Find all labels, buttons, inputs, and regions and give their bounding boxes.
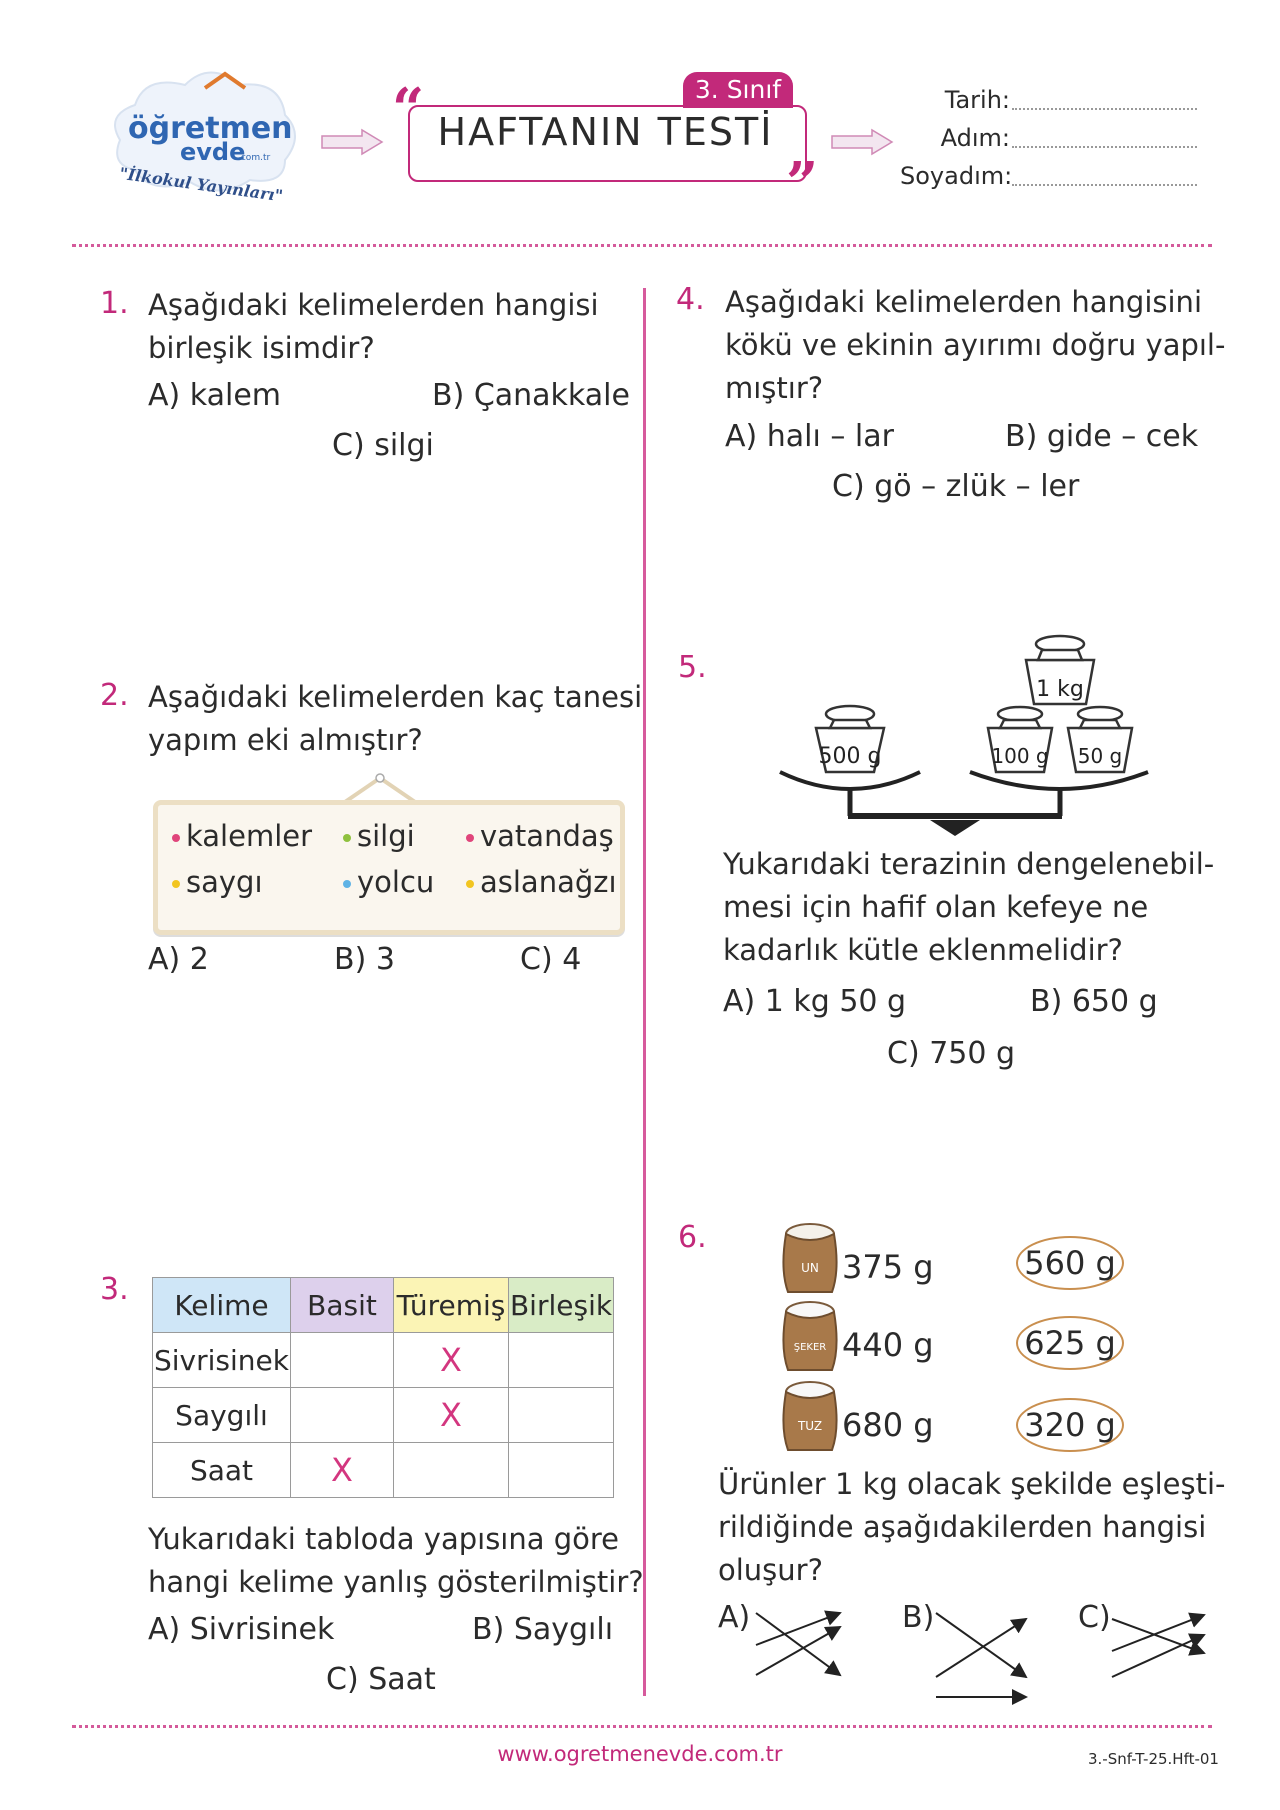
bullet-icon [172,880,180,888]
footer-divider [72,1725,1212,1728]
table-row [153,1388,614,1443]
svg-text:1 kg: 1 kg [1036,677,1084,702]
svg-text:50 g: 50 g [1077,744,1123,768]
surname-label: Soyadım: [900,162,1013,190]
q4-option-c[interactable]: C) gö – zlük – ler [832,469,1080,504]
table-row [153,1333,614,1388]
grade-tab: 3. Sınıf [683,72,793,108]
table-cell [508,1333,613,1388]
table-cell [393,1388,508,1443]
svg-text:100 g: 100 g [991,744,1049,768]
sack-weight: 375 g [842,1248,934,1286]
table-header: Türemiş [393,1278,508,1333]
table-cell [393,1333,508,1388]
q6-option-c-arrows-icon [1108,1605,1218,1685]
svg-text:500 g: 500 g [818,744,882,769]
q6-option-a[interactable]: A) [718,1600,751,1635]
q5-option-b[interactable]: B) 650 g [1030,984,1158,1019]
board-word: aslanağzı [466,865,617,899]
q6-option-a-arrows-icon [752,1605,852,1685]
match-oval: 625 g [1016,1316,1124,1370]
table-header: Kelime [153,1278,291,1333]
x-mark: X [440,1341,462,1379]
footer-url[interactable]: www.ogretmenevde.com.tr [497,1742,783,1766]
header-divider [72,244,1212,247]
q6-text-line2: rildiğinde aşağıdakilerden hangisi [718,1510,1207,1544]
board-word: kalemler [172,819,312,853]
q3-number: 3. [100,1272,129,1307]
arrow-right-icon [830,128,895,156]
page-title: HAFTANIN TESTİ [437,110,774,154]
match-oval: 320 g [1016,1398,1124,1452]
q6-text-line3: oluşur? [718,1553,823,1587]
q6-text-line1: Ürünler 1 kg olacak şekilde eşleşti- [718,1467,1226,1501]
svg-text:TUZ: TUZ [797,1419,823,1433]
q3-option-c[interactable]: C) Saat [326,1662,436,1697]
logo [100,60,305,210]
q5-text-line3: kadarlık kütle eklenmelidir? [723,933,1123,967]
q5-number: 5. [678,650,707,685]
q2-option-b[interactable]: B) 3 [334,942,395,977]
q5-option-a[interactable]: A) 1 kg 50 g [723,984,907,1019]
table-cell: Saygılı [153,1388,291,1443]
table-cell [508,1388,613,1443]
q1-number: 1. [100,286,129,321]
q2-text-line2: yapım eki almıştır? [148,723,423,757]
table-cell [290,1388,393,1443]
x-mark: X [440,1396,462,1434]
table-header: Basit [290,1278,393,1333]
q5-option-c[interactable]: C) 750 g [887,1036,1016,1071]
date-field[interactable] [1012,108,1197,110]
table-cell [290,1443,393,1498]
q5-text-line2: mesi için hafif olan kefeye ne [723,890,1149,924]
open-quote-icon: “ [392,76,425,142]
salt-sack-icon [780,1378,840,1454]
svg-text:"İlkokul Yayınları": "İlkokul Yayınları" [118,163,285,206]
q4-option-a[interactable]: A) halı – lar [725,419,894,454]
board-word: silgi [343,819,415,853]
sugar-sack-icon [780,1298,840,1374]
name-field[interactable] [1012,146,1197,148]
q3-option-a[interactable]: A) Sivrisinek [148,1612,335,1647]
q4-text-line2: kökü ve ekinin ayırımı doğru yapıl- [725,328,1226,362]
table-cell [393,1443,508,1498]
bullet-icon [343,834,351,842]
board-word: vatandaş [466,819,614,853]
date-label: Tarih: [944,86,1010,114]
q4-text-line1: Aşağıdaki kelimelerden hangisini [725,285,1202,319]
svg-text:UN: UN [801,1261,819,1275]
q3-option-b[interactable]: B) Saygılı [472,1612,614,1647]
q2-option-c[interactable]: C) 4 [520,942,582,977]
q1-text-line1: Aşağıdaki kelimelerden hangisi [148,288,599,322]
q4-number: 4. [676,282,705,317]
logo-word-evde: evde [180,138,246,166]
table-cell [290,1333,393,1388]
surname-field[interactable] [1012,184,1197,186]
q3-text-line2: hangi kelime yanlış gösterilmiştir? [148,1565,644,1599]
match-oval: 560 g [1016,1236,1124,1290]
word-board [153,800,625,935]
table-cell: Saat [153,1443,291,1498]
q1-text-line2: birleşik isimdir? [148,331,375,365]
svg-text:ŞEKER: ŞEKER [793,1342,827,1353]
bullet-icon [466,834,474,842]
arrow-right-icon [320,128,385,156]
document-code: 3.-Snf-T-25.Hft-01 [1088,1750,1219,1768]
q1-option-c[interactable]: C) silgi [332,428,434,463]
bullet-icon [172,834,180,842]
close-quote-icon: ” [786,150,819,216]
table-header: Birleşik [508,1278,613,1333]
q2-number: 2. [100,678,129,713]
x-mark: X [331,1451,353,1489]
q2-text-line1: Aşağıdaki kelimelerden kaç tanesi [148,680,643,714]
q3-table [152,1277,614,1498]
q5-text-line1: Yukarıdaki terazinin dengelenebil- [723,847,1215,881]
q6-option-b-arrows-icon [930,1605,1040,1705]
bullet-icon [343,880,351,888]
q6-option-b[interactable]: B) [902,1600,935,1635]
q2-option-a[interactable]: A) 2 [148,942,209,977]
table-cell: Sivrisinek [153,1333,291,1388]
board-word: saygı [172,865,263,899]
q1-option-b[interactable]: B) Çanakkale [432,378,630,413]
table-row [153,1443,614,1498]
bullet-icon [466,880,474,888]
q3-text-line1: Yukarıdaki tabloda yapısına göre [148,1522,620,1556]
q4-text-line3: mıştır? [725,371,824,405]
table-cell [508,1443,613,1498]
q4-option-b[interactable]: B) gide – cek [1005,419,1199,454]
q6-option-c[interactable]: C) [1078,1600,1111,1635]
column-divider [643,288,646,1696]
table-header-row [153,1278,614,1333]
balance-scale-illustration [770,630,1170,840]
svg-text:.com.tr: .com.tr [238,153,271,163]
q6-number: 6. [678,1220,707,1255]
name-label: Adım: [940,124,1010,152]
sack-weight: 680 g [842,1406,934,1444]
board-word: yolcu [343,865,434,899]
flour-sack-icon [780,1220,840,1296]
sack-weight: 440 g [842,1326,934,1364]
logo-word-ogretmen: öğretmen [128,111,293,146]
q1-option-a[interactable]: A) kalem [148,378,282,413]
